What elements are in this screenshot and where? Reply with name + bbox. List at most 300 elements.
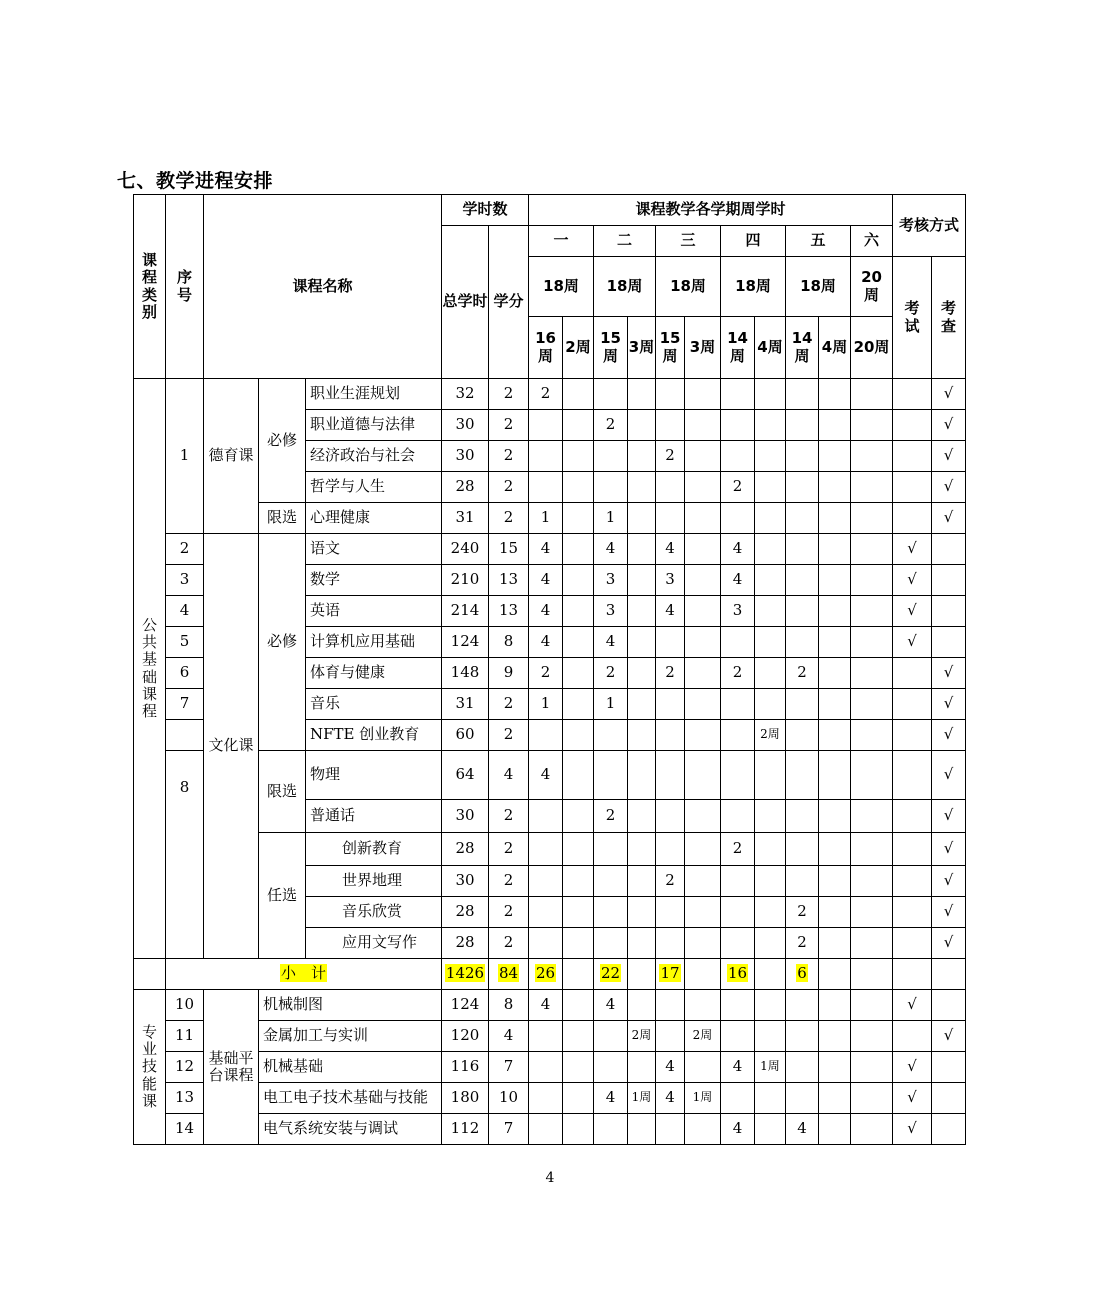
weekly-hours-cell bbox=[594, 928, 628, 959]
weekly-hours-cell bbox=[563, 928, 594, 959]
weekly-hours-cell bbox=[851, 990, 893, 1021]
exam-mark bbox=[893, 866, 932, 897]
weekly-hours-cell: 1 bbox=[529, 689, 563, 720]
weekly-hours-cell bbox=[529, 720, 563, 751]
weekly-hours-cell bbox=[529, 866, 563, 897]
weekly-hours-cell bbox=[685, 990, 721, 1021]
exam-mark: √ bbox=[893, 1052, 932, 1083]
weekly-hours-cell bbox=[851, 565, 893, 596]
weekly-hours-cell bbox=[563, 866, 594, 897]
weekly-hours-cell bbox=[529, 928, 563, 959]
weekly-hours-cell: 4 bbox=[721, 534, 755, 565]
weekly-hours-cell bbox=[851, 472, 893, 503]
exam-mark bbox=[893, 800, 932, 833]
seq-number: 3 bbox=[166, 565, 204, 596]
table-row bbox=[134, 751, 966, 800]
credits: 2 bbox=[489, 800, 529, 833]
weekly-hours-cell bbox=[628, 565, 656, 596]
header-semester-3: 三 bbox=[656, 226, 721, 257]
course-name: 语文 bbox=[306, 534, 442, 565]
subtotal-weekly-hours-value: 26 bbox=[535, 964, 556, 983]
exam-mark: √ bbox=[893, 1083, 932, 1114]
weekly-hours-cell bbox=[851, 897, 893, 928]
weekly-hours-cell: 1周 bbox=[685, 1083, 721, 1114]
weekly-hours-cell bbox=[721, 751, 755, 800]
credits: 8 bbox=[489, 990, 529, 1021]
weekly-hours-cell bbox=[563, 720, 594, 751]
weekly-hours-cell bbox=[786, 1052, 819, 1083]
check-mark bbox=[932, 627, 966, 658]
weekly-hours-cell bbox=[851, 833, 893, 866]
check-mark: √ bbox=[932, 503, 966, 534]
weekly-hours-cell bbox=[628, 627, 656, 658]
credits: 2 bbox=[489, 897, 529, 928]
weekly-hours-cell bbox=[755, 751, 786, 800]
weekly-hours-cell: 3 bbox=[721, 596, 755, 627]
weekly-hours-cell bbox=[819, 1021, 851, 1052]
weekly-hours-cell: 1 bbox=[594, 503, 628, 534]
weekly-hours-cell: 2 bbox=[656, 866, 685, 897]
exam-mark bbox=[893, 379, 932, 410]
course-name: 职业道德与法律 bbox=[306, 410, 442, 441]
check-mark: √ bbox=[932, 689, 966, 720]
exam-mark bbox=[893, 897, 932, 928]
check-mark: √ bbox=[932, 379, 966, 410]
weekly-hours-cell: 4 bbox=[529, 627, 563, 658]
subtotal-row bbox=[134, 959, 966, 990]
weekly-hours-cell bbox=[594, 441, 628, 472]
weekly-hours-cell bbox=[755, 800, 786, 833]
weekly-hours-cell bbox=[721, 866, 755, 897]
check-mark: √ bbox=[932, 751, 966, 800]
weekly-hours-cell: 4 bbox=[594, 627, 628, 658]
weekly-hours-cell bbox=[755, 1021, 786, 1052]
weekly-hours-cell bbox=[656, 928, 685, 959]
credits: 2 bbox=[489, 410, 529, 441]
credits: 9 bbox=[489, 658, 529, 689]
check-mark: √ bbox=[932, 410, 966, 441]
check-mark: √ bbox=[932, 1021, 966, 1052]
weekly-hours-cell bbox=[819, 410, 851, 441]
weekly-hours-cell bbox=[851, 1021, 893, 1052]
weekly-hours-cell bbox=[685, 534, 721, 565]
seq-number: 4 bbox=[166, 596, 204, 627]
subtotal-weekly-hours bbox=[685, 959, 721, 990]
seq-number: 13 bbox=[166, 1083, 204, 1114]
weekly-hours-cell bbox=[721, 720, 755, 751]
weekly-hours-cell bbox=[786, 472, 819, 503]
header-subweek-10: 4周 bbox=[819, 317, 851, 379]
weekly-hours-cell bbox=[563, 534, 594, 565]
subtotal-weekly-hours bbox=[563, 959, 594, 990]
exam-mark: √ bbox=[893, 565, 932, 596]
weekly-hours-cell bbox=[721, 410, 755, 441]
credits: 15 bbox=[489, 534, 529, 565]
header-semester-5: 五 bbox=[786, 226, 851, 257]
weekly-hours-cell: 4 bbox=[656, 1083, 685, 1114]
weekly-hours-cell bbox=[628, 751, 656, 800]
page-number: 4 bbox=[545, 1170, 555, 1186]
weekly-hours-cell bbox=[819, 990, 851, 1021]
course-name: 数学 bbox=[306, 565, 442, 596]
weekly-hours-cell: 2 bbox=[786, 897, 819, 928]
weekly-hours-cell bbox=[685, 379, 721, 410]
weekly-hours-cell bbox=[786, 410, 819, 441]
header-semester-6: 六 bbox=[851, 226, 893, 257]
weekly-hours-cell bbox=[685, 1114, 721, 1145]
weekly-hours-cell bbox=[851, 658, 893, 689]
category-public-basic: 公 共 基 础 课 程 bbox=[134, 379, 166, 959]
weekly-hours-cell bbox=[685, 800, 721, 833]
weekly-hours-cell bbox=[819, 928, 851, 959]
total-hours: 32 bbox=[442, 379, 489, 410]
credits: 2 bbox=[489, 928, 529, 959]
weekly-hours-cell bbox=[755, 1083, 786, 1114]
exam-mark bbox=[893, 833, 932, 866]
course-name: 英语 bbox=[306, 596, 442, 627]
weekly-hours-cell bbox=[628, 897, 656, 928]
weekly-hours-cell bbox=[819, 534, 851, 565]
weekly-hours-cell bbox=[656, 897, 685, 928]
weekly-hours-cell bbox=[755, 503, 786, 534]
weekly-hours-cell: 4 bbox=[594, 534, 628, 565]
weekly-hours-cell bbox=[563, 658, 594, 689]
weekly-hours-cell bbox=[721, 928, 755, 959]
weekly-hours-cell bbox=[656, 472, 685, 503]
subtotal-weekly-hours bbox=[656, 959, 685, 990]
group-basic-platform: 基础平 台课程 bbox=[204, 990, 259, 1145]
seq-number: 7 bbox=[166, 689, 204, 720]
weekly-hours-cell bbox=[755, 627, 786, 658]
subtotal-weekly-hours bbox=[819, 959, 851, 990]
weekly-hours-cell bbox=[594, 472, 628, 503]
weekly-hours-cell bbox=[819, 441, 851, 472]
weekly-hours-cell: 2 bbox=[594, 410, 628, 441]
weekly-hours-cell bbox=[819, 379, 851, 410]
course-name: 普通话 bbox=[306, 800, 442, 833]
weekly-hours-cell: 2 bbox=[529, 658, 563, 689]
weekly-hours-cell bbox=[755, 472, 786, 503]
table-row bbox=[134, 379, 966, 410]
weekly-hours-cell bbox=[851, 1114, 893, 1145]
weekly-hours-cell bbox=[594, 379, 628, 410]
check-mark bbox=[932, 1083, 966, 1114]
teaching-schedule-table bbox=[133, 194, 966, 1145]
weekly-hours-cell bbox=[563, 410, 594, 441]
weekly-hours-cell bbox=[529, 1021, 563, 1052]
total-hours: 210 bbox=[442, 565, 489, 596]
weekly-hours-cell bbox=[851, 720, 893, 751]
credits: 7 bbox=[489, 1114, 529, 1145]
weekly-hours-cell bbox=[786, 866, 819, 897]
weekly-hours-cell bbox=[529, 897, 563, 928]
subtotal-label-text: 小 计 bbox=[280, 964, 326, 983]
weekly-hours-cell bbox=[721, 800, 755, 833]
seq-number: 1 bbox=[166, 379, 204, 534]
weekly-hours-cell bbox=[851, 534, 893, 565]
weekly-hours-cell bbox=[656, 379, 685, 410]
weekly-hours-cell bbox=[685, 410, 721, 441]
weekly-hours-cell bbox=[628, 990, 656, 1021]
weekly-hours-cell bbox=[819, 1114, 851, 1145]
exam-mark bbox=[893, 472, 932, 503]
seq-number bbox=[166, 720, 204, 751]
weekly-hours-cell: 2 bbox=[656, 441, 685, 472]
weekly-hours-cell bbox=[628, 720, 656, 751]
check-mark: √ bbox=[932, 720, 966, 751]
subtotal-credits bbox=[489, 959, 529, 990]
table-row bbox=[134, 1021, 966, 1052]
header-check: 考 查 bbox=[932, 257, 966, 379]
weekly-hours-cell bbox=[851, 751, 893, 800]
weekly-hours-cell bbox=[563, 379, 594, 410]
weekly-hours-cell bbox=[851, 441, 893, 472]
course-name: 应用文写作 bbox=[306, 928, 442, 959]
weekly-hours-cell bbox=[851, 379, 893, 410]
course-name: 哲学与人生 bbox=[306, 472, 442, 503]
exam-mark: √ bbox=[893, 534, 932, 565]
weekly-hours-cell bbox=[755, 897, 786, 928]
weekly-hours-cell bbox=[786, 627, 819, 658]
weekly-hours-cell bbox=[819, 472, 851, 503]
header-semester-1: 一 bbox=[529, 226, 594, 257]
seq-number: 11 bbox=[166, 1021, 204, 1052]
seq-number: 6 bbox=[166, 658, 204, 689]
weekly-hours-cell: 1周 bbox=[628, 1083, 656, 1114]
exam-mark bbox=[893, 441, 932, 472]
header-seq: 序 号 bbox=[166, 195, 204, 379]
weekly-hours-cell bbox=[563, 800, 594, 833]
weekly-hours-cell: 2 bbox=[594, 800, 628, 833]
weekly-hours-cell bbox=[656, 410, 685, 441]
exam-mark bbox=[893, 689, 932, 720]
check-mark: √ bbox=[932, 897, 966, 928]
course-name: NFTE 创业教育 bbox=[306, 720, 442, 751]
course-name: 机械基础 bbox=[259, 1052, 442, 1083]
weekly-hours-cell bbox=[685, 441, 721, 472]
weekly-hours-cell bbox=[628, 596, 656, 627]
subtotal-weekly-hours bbox=[529, 959, 563, 990]
check-mark: √ bbox=[932, 866, 966, 897]
weekly-hours-cell bbox=[819, 627, 851, 658]
check-mark: √ bbox=[932, 472, 966, 503]
weekly-hours-cell bbox=[529, 1083, 563, 1114]
weekly-hours-cell bbox=[786, 720, 819, 751]
weekly-hours-cell: 1 bbox=[529, 503, 563, 534]
course-name: 计算机应用基础 bbox=[306, 627, 442, 658]
check-mark bbox=[932, 1052, 966, 1083]
weekly-hours-cell: 1 bbox=[594, 689, 628, 720]
weekly-hours-cell bbox=[851, 596, 893, 627]
weekly-hours-cell bbox=[628, 441, 656, 472]
weekly-hours-cell bbox=[685, 596, 721, 627]
weekly-hours-cell bbox=[851, 1083, 893, 1114]
weekly-hours-cell bbox=[685, 866, 721, 897]
weekly-hours-cell: 4 bbox=[721, 565, 755, 596]
subtotal-weekly-hours-value: 16 bbox=[727, 964, 748, 983]
weekly-hours-cell bbox=[628, 472, 656, 503]
table-row bbox=[134, 534, 966, 565]
total-hours: 28 bbox=[442, 897, 489, 928]
weekly-hours-cell bbox=[563, 503, 594, 534]
table-row bbox=[134, 1114, 966, 1145]
exam-mark: √ bbox=[893, 627, 932, 658]
weekly-hours-cell bbox=[563, 689, 594, 720]
weekly-hours-cell bbox=[628, 800, 656, 833]
weekly-hours-cell bbox=[786, 379, 819, 410]
weekly-hours-cell: 4 bbox=[656, 534, 685, 565]
header-weeks-3: 18周 bbox=[656, 257, 721, 317]
weekly-hours-cell bbox=[685, 897, 721, 928]
total-hours: 30 bbox=[442, 866, 489, 897]
weekly-hours-cell bbox=[563, 1083, 594, 1114]
weekly-hours-cell bbox=[721, 689, 755, 720]
course-name: 创新教育 bbox=[306, 833, 442, 866]
course-name: 音乐欣赏 bbox=[306, 897, 442, 928]
weekly-hours-cell bbox=[786, 534, 819, 565]
total-hours: 30 bbox=[442, 410, 489, 441]
subtotal-exam bbox=[893, 959, 932, 990]
weekly-hours-cell bbox=[819, 866, 851, 897]
course-name: 经济政治与社会 bbox=[306, 441, 442, 472]
type-limited: 限选 bbox=[259, 503, 306, 534]
weekly-hours-cell bbox=[819, 689, 851, 720]
seq-number: 5 bbox=[166, 627, 204, 658]
weekly-hours-cell bbox=[529, 441, 563, 472]
header-subweek-7: 14周 bbox=[721, 317, 755, 379]
weekly-hours-cell bbox=[721, 379, 755, 410]
weekly-hours-cell bbox=[656, 720, 685, 751]
weekly-hours-cell bbox=[685, 627, 721, 658]
header-assessment: 考核方式 bbox=[893, 195, 966, 257]
weekly-hours-cell bbox=[656, 1114, 685, 1145]
weekly-hours-cell bbox=[628, 833, 656, 866]
weekly-hours-cell bbox=[755, 990, 786, 1021]
credits: 2 bbox=[489, 689, 529, 720]
check-mark bbox=[932, 565, 966, 596]
weekly-hours-cell bbox=[685, 658, 721, 689]
weekly-hours-cell bbox=[786, 596, 819, 627]
weekly-hours-cell: 4 bbox=[594, 1083, 628, 1114]
exam-mark: √ bbox=[893, 596, 932, 627]
check-mark: √ bbox=[932, 800, 966, 833]
weekly-hours-cell: 2 bbox=[529, 379, 563, 410]
weekly-hours-cell bbox=[685, 472, 721, 503]
subtotal-weekly-hours-value: 6 bbox=[797, 964, 807, 983]
credits: 2 bbox=[489, 379, 529, 410]
header-semester-4: 四 bbox=[721, 226, 786, 257]
weekly-hours-cell bbox=[819, 800, 851, 833]
course-name: 物理 bbox=[306, 751, 442, 800]
header-subweek-11: 20周 bbox=[851, 317, 893, 379]
header-subweek-4: 3周 bbox=[628, 317, 656, 379]
weekly-hours-cell bbox=[563, 833, 594, 866]
weekly-hours-cell bbox=[819, 596, 851, 627]
weekly-hours-cell bbox=[594, 1021, 628, 1052]
weekly-hours-cell bbox=[563, 627, 594, 658]
credits: 8 bbox=[489, 627, 529, 658]
weekly-hours-cell bbox=[721, 627, 755, 658]
exam-mark: √ bbox=[893, 1114, 932, 1145]
course-name: 电工电子技术基础与技能 bbox=[259, 1083, 442, 1114]
check-mark: √ bbox=[932, 441, 966, 472]
weekly-hours-cell bbox=[786, 503, 819, 534]
weekly-hours-cell bbox=[656, 833, 685, 866]
check-mark: √ bbox=[932, 658, 966, 689]
type-optional: 任选 bbox=[259, 833, 306, 959]
weekly-hours-cell: 4 bbox=[786, 1114, 819, 1145]
weekly-hours-cell bbox=[529, 800, 563, 833]
check-mark bbox=[932, 1114, 966, 1145]
credits: 2 bbox=[489, 866, 529, 897]
credits: 2 bbox=[489, 472, 529, 503]
weekly-hours-cell bbox=[628, 866, 656, 897]
header-hours-group: 学时数 bbox=[442, 195, 529, 226]
exam-mark bbox=[893, 928, 932, 959]
weekly-hours-cell bbox=[563, 897, 594, 928]
total-hours: 60 bbox=[442, 720, 489, 751]
course-name: 心理健康 bbox=[306, 503, 442, 534]
total-hours: 214 bbox=[442, 596, 489, 627]
seq-number: 14 bbox=[166, 1114, 204, 1145]
subtotal-total-hours-value: 1426 bbox=[445, 964, 485, 983]
weekly-hours-cell bbox=[685, 751, 721, 800]
total-hours: 28 bbox=[442, 928, 489, 959]
weekly-hours-cell bbox=[819, 751, 851, 800]
header-credits: 学分 bbox=[489, 226, 529, 379]
exam-mark bbox=[893, 658, 932, 689]
header-subweek-9: 14周 bbox=[786, 317, 819, 379]
weekly-hours-cell bbox=[594, 833, 628, 866]
total-hours: 64 bbox=[442, 751, 489, 800]
check-mark: √ bbox=[932, 928, 966, 959]
category-professional: 专 业 技 能 课 bbox=[134, 990, 166, 1145]
credits: 13 bbox=[489, 596, 529, 627]
credits: 2 bbox=[489, 833, 529, 866]
weekly-hours-cell: 4 bbox=[656, 596, 685, 627]
weekly-hours-cell bbox=[755, 565, 786, 596]
weekly-hours-cell: 4 bbox=[529, 534, 563, 565]
weekly-hours-cell bbox=[656, 627, 685, 658]
header-total-hours: 总学时 bbox=[442, 226, 489, 379]
header-subweek-5: 15 周 bbox=[656, 317, 685, 379]
table-row bbox=[134, 1052, 966, 1083]
weekly-hours-cell: 3 bbox=[594, 596, 628, 627]
weekly-hours-cell bbox=[819, 1052, 851, 1083]
exam-mark bbox=[893, 720, 932, 751]
subtotal-credits-value: 84 bbox=[498, 964, 519, 983]
weekly-hours-cell bbox=[529, 410, 563, 441]
weekly-hours-cell bbox=[628, 534, 656, 565]
weekly-hours-cell bbox=[594, 897, 628, 928]
subtotal-blank bbox=[134, 959, 166, 990]
weekly-hours-cell bbox=[851, 800, 893, 833]
weekly-hours-cell bbox=[786, 800, 819, 833]
weekly-hours-cell: 3 bbox=[594, 565, 628, 596]
weekly-hours-cell bbox=[563, 565, 594, 596]
weekly-hours-cell bbox=[851, 503, 893, 534]
weekly-hours-cell bbox=[685, 565, 721, 596]
weekly-hours-cell bbox=[563, 472, 594, 503]
weekly-hours-cell bbox=[755, 866, 786, 897]
weekly-hours-cell: 2 bbox=[786, 658, 819, 689]
weekly-hours-cell: 2 bbox=[721, 472, 755, 503]
header-subweek-3: 15周 bbox=[594, 317, 628, 379]
weekly-hours-cell bbox=[685, 1052, 721, 1083]
type-required: 必修 bbox=[259, 534, 306, 751]
weekly-hours-cell bbox=[755, 658, 786, 689]
header-row-1 bbox=[134, 195, 966, 226]
